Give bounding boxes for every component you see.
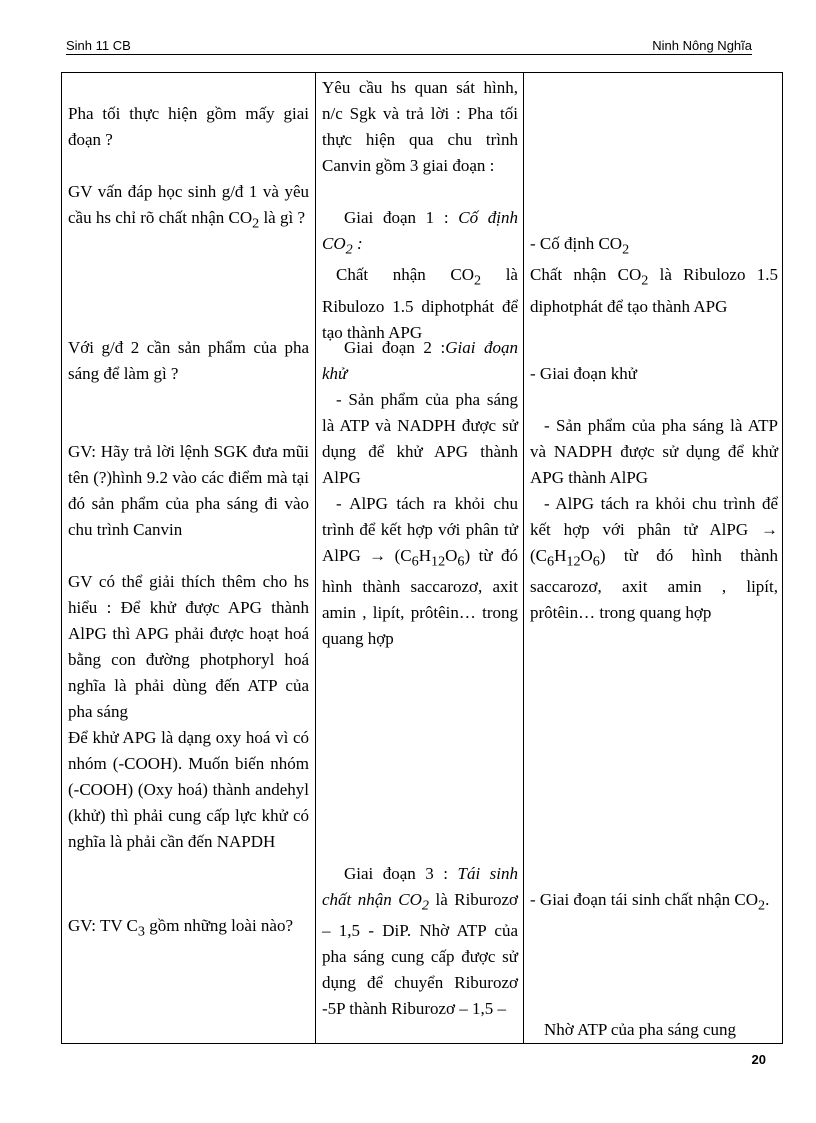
stage2-block: Giai đoạn 2 :Giai đoạn khử - Sản phẩm của pha sáng là ATP và NADPH được sử dụng để khử APG thành AlPG - AlPG tách ra khỏi chu trình để kết hợp với phân tử AlPG → $(C_6H_{12}O_6)$ từ đó hình thành saccarozơ, axit amin , lipít, prôtêin… trong quang hợp — [322, 338, 518, 649]
explanation-nadph: Để khử APG là dạng oxy hoá vì có nhóm (-COOH). Muốn biến nhóm (-COOH) (Oxy hoá) thành andehyl (khử) thì phải cung cấp lực khử có nghĩa là phải cần đến NAPDH — [68, 728, 309, 851]
stage3-block: Giai đoạn 3 : Tái sinh chất nhận $CO_2$ là Riburozơ – 1,5 - DiP. Nhờ ATP của pha sáng cung cấp được sử dụng để chuyển Riburozơ -5P thành Riburozơ – 1,5 – — [322, 864, 518, 1019]
content-stage2-title: - Giai đoạn khử — [530, 364, 637, 383]
content-stage2-products: - Sản phẩm của pha sáng là ATP và NADPH được sử dụng để khử APG thành AlPG - AlPG tách ra khỏi chu trình để kết hợp với phân tử AlPG → $(C_6H_{12}O_6)$ từ đó hình thành saccarozơ, axit amin , lipít, prôtêin… trong quang hợp — [530, 416, 778, 623]
content-stage1: - Cố định $CO_2$ Chất nhận $CO_2$ là Ribulozo 1.5 diphotphát để tạo thành APG — [530, 234, 778, 316]
student-activity-column — [316, 73, 524, 1043]
page-number: 20 — [751, 1052, 766, 1067]
explanation-atp: GV có thể giải thích thêm cho hs hiểu : Để khử được APG thành AlPG thì APG phải được hoạt hoá bằng con đường photphoryl hoá nghĩa là phải dùng đến ATP của pha sáng — [68, 572, 309, 721]
question-acceptor: GV vấn đáp học sinh g/đ 1 và yêu cầu hs chỉ rõ chất nhận $CO_2$ là gì ? — [68, 182, 309, 232]
question-stage2: Với g/đ 2 cần sản phẩm của pha sáng để làm gì ? — [68, 338, 309, 383]
stage1-block: Giai đoạn 1 : Cố định $CO_2$ : Chất nhận $CO_2$ là Ribulozo 1.5 diphotphát để tạo thành APG — [322, 208, 518, 342]
content-stage3-atp: Nhờ ATP của pha sáng cung — [544, 1020, 737, 1039]
calvin-intro: Yêu cầu hs quan sát hình, n/c Sgk và trả lời : Pha tối thực hiện qua chu trình Canvin gồm 3 giai đoạn : — [322, 78, 518, 175]
teacher-activity-column — [62, 73, 316, 1043]
question-c3-plants: GV: TV $C_3$ gồm những loài nào? — [68, 916, 294, 940]
question-sgk: GV: Hãy trả lời lệnh SGK đưa mũi tên (?)hình 9.2 vào các điểm mà tại đó sản phẩm của pha sáng đi vào chu trình Canvin — [68, 442, 309, 539]
header-author: Ninh Nông Nghĩa — [652, 38, 752, 53]
question-stages: Pha tối thực hiện gồm mấy giai đoạn ? — [68, 104, 309, 149]
lesson-table — [61, 72, 783, 1044]
header-subject: Sinh 11 CB — [66, 38, 131, 53]
content-stage3: - Giai đoạn tái sinh chất nhận $CO_2$. — [530, 890, 770, 914]
content-column — [524, 73, 782, 1043]
page-header — [66, 38, 752, 55]
